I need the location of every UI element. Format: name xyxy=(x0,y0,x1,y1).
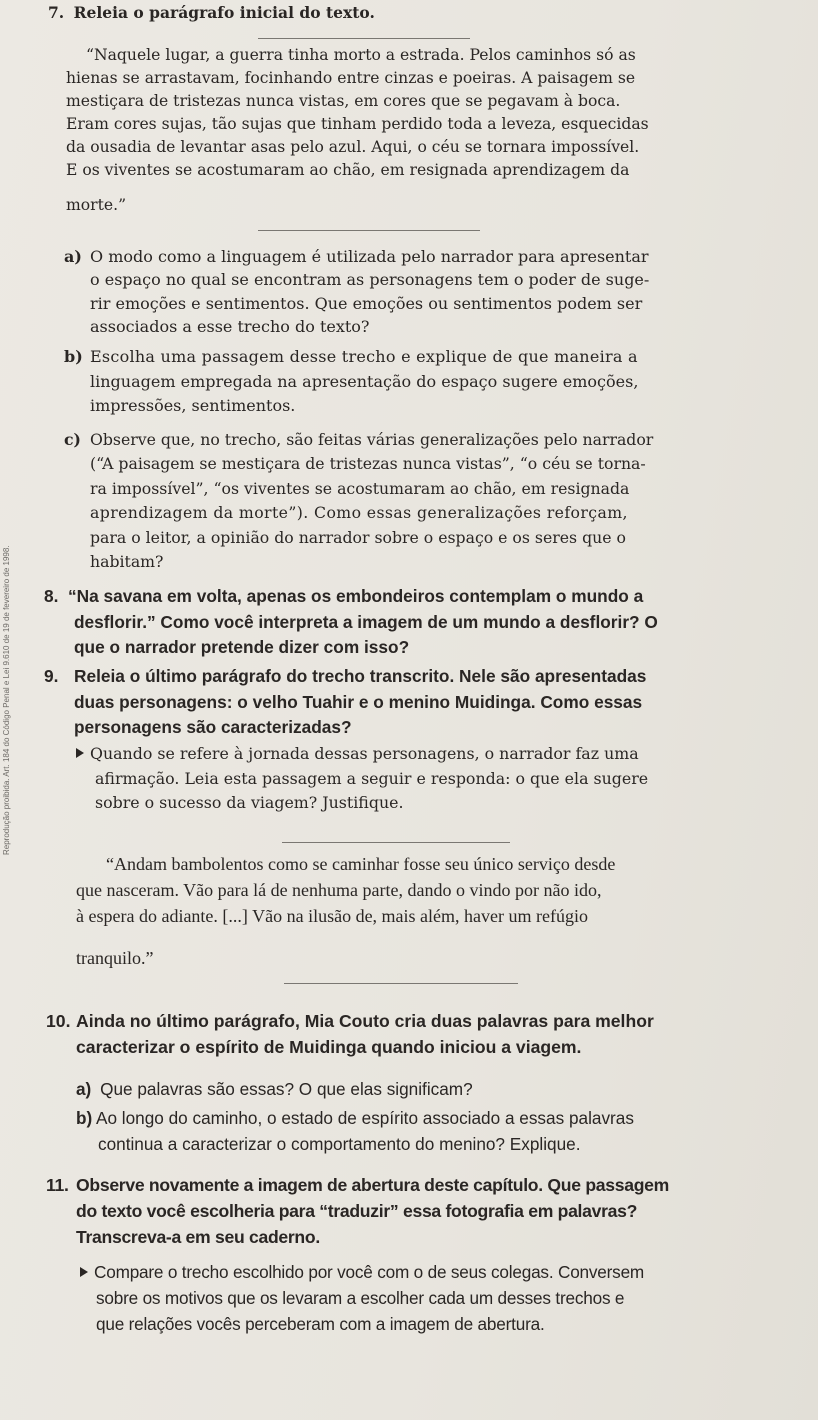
question-line: desflorir.” Como você interpreta a imagem de um mundo a desflorir? O xyxy=(74,611,658,632)
item-label: b) xyxy=(64,347,83,366)
item-line: ra impossível”, “os viventes se acostumaram ao chão, em resignada xyxy=(90,478,630,498)
question-7c xyxy=(64,428,782,574)
question-number: 9. xyxy=(44,666,59,686)
question-number: 10. xyxy=(46,1011,71,1031)
copyright-notice: Reprodução proibida. Art. 184 do Código Penal e Lei 9.610 de 19 de fevereiro de 1998. xyxy=(2,545,11,855)
question-10a xyxy=(76,1076,786,1102)
quote-line: à espera do adiante. [...] Vão na ilusão de, mais além, haver um refúgio xyxy=(76,906,588,926)
question-7b xyxy=(64,345,778,419)
question-line: caracterizar o espírito de Muidinga quando iniciou a viagem. xyxy=(76,1037,582,1057)
question-line: duas personagens: o velho Tuahir e o menino Muidinga. Como essas xyxy=(74,691,643,712)
quote-line: tranquilo.” xyxy=(76,948,154,968)
item-line: Ao longo do caminho, o estado de espírito associado a essas palavras xyxy=(96,1108,634,1128)
item-line: associados a esse trecho do texto? xyxy=(90,316,370,336)
question-7-heading xyxy=(48,3,375,23)
quote-line: morte.” xyxy=(66,196,127,214)
question-number: 7. xyxy=(48,3,65,22)
quote-line: Eram cores sujas, tão sujas que tinham perdido toda a leveza, esquecidas xyxy=(66,115,649,133)
triangle-bullet-icon xyxy=(80,1267,88,1277)
question-10b xyxy=(76,1105,788,1157)
item-line: sobre os motivos que os levaram a escolher cada um desses trechos e xyxy=(96,1288,625,1308)
item-label: a) xyxy=(64,247,82,266)
question-8 xyxy=(44,584,784,661)
item-line: para o leitor, a opinião do narrador sobre o espaço e os seres que o xyxy=(90,527,626,547)
triangle-bullet-icon xyxy=(76,748,84,758)
item-line: Observe que, no trecho, são feitas várias generalizações pelo narrador xyxy=(90,430,654,449)
question-line: personagens são caracterizadas? xyxy=(74,717,352,737)
item-line: (“A paisagem se mestiçara de tristezas nunca vistas”, “o céu se torna- xyxy=(90,454,646,474)
question-line: Observe novamente a imagem de abertura deste capítulo. Que passagem xyxy=(76,1175,669,1195)
item-line: O modo como a linguagem é utilizada pelo narrador para apresentar xyxy=(90,247,649,266)
question-line: que o narrador pretende dizer com isso? xyxy=(74,637,410,657)
question-line: Ainda no último parágrafo, Mia Couto cria duas palavras para melhor xyxy=(76,1011,654,1031)
quote-line: E os viventes se acostumaram ao chão, em resignada aprendizagem da xyxy=(66,161,630,179)
question-number: 8. xyxy=(44,586,59,606)
question-9 xyxy=(44,664,788,741)
quote-line: “Naquele lugar, a guerra tinha morto a estrada. Pelos caminhos só as xyxy=(86,46,636,64)
question-line: “Na savana em volta, apenas os embondeiros contemplam o mundo a xyxy=(68,586,644,606)
item-line: o espaço no qual se encontram as personagens tem o poder de suge- xyxy=(90,270,650,290)
item-label: b) xyxy=(76,1108,93,1128)
question-line: do texto você escolheria para “traduzir” essa fotografia em palavras? xyxy=(76,1201,638,1221)
divider xyxy=(258,38,470,39)
item-line: rir emoções e sentimentos. Que emoções ou sentimentos podem ser xyxy=(90,293,643,313)
question-11-subitem xyxy=(80,1259,792,1337)
item-line: Quando se refere à jornada dessas personagens, o narrador faz uma xyxy=(90,744,639,763)
question-10 xyxy=(46,1008,786,1060)
item-line: Compare o trecho escolhido por você com o de seus colegas. Conversem xyxy=(94,1262,645,1282)
question-11 xyxy=(46,1172,788,1250)
item-line: impressões, sentimentos. xyxy=(90,396,296,415)
divider xyxy=(282,842,510,843)
quote-line: que nasceram. Vão para lá de nenhuma parte, dando o vindo por não ido, xyxy=(76,880,602,900)
quote-line: mestiçara de tristezas nunca vistas, em cores que se pegavam à boca. xyxy=(66,92,621,110)
question-7a xyxy=(64,245,778,338)
item-line: Escolha uma passagem desse trecho e explique de que maneira a xyxy=(90,347,638,366)
item-line: habitam? xyxy=(90,552,164,572)
quote-line: hienas se arrastavam, focinhando entre cinzas e poeiras. A paisagem se xyxy=(66,69,636,87)
item-line: continua a caracterizar o comportamento do menino? Explique. xyxy=(98,1134,581,1154)
item-line: sobre o sucesso da viagem? Justifique. xyxy=(95,793,404,812)
item-line: linguagem empregada na apresentação do espaço sugere emoções, xyxy=(90,371,639,391)
question-9-subitem xyxy=(76,742,788,816)
quote-1 xyxy=(66,44,774,217)
item-line: afirmação. Leia esta passagem a seguir e responda: o que ela sugere xyxy=(95,768,649,788)
divider xyxy=(258,230,480,231)
item-line: que relações vocês perceberam com a imagem de abertura. xyxy=(96,1314,545,1334)
item-line: aprendizagem da morte”). Como essas generalizações reforçam, xyxy=(90,503,628,523)
question-line: Transcreva-a em seu caderno. xyxy=(76,1227,320,1247)
item-label: a) xyxy=(76,1079,92,1099)
item-line: Que palavras são essas? O que elas significam? xyxy=(100,1079,473,1099)
question-title: Releia o parágrafo inicial do texto. xyxy=(73,3,375,22)
item-label: c) xyxy=(64,430,81,449)
quote-2 xyxy=(76,851,788,971)
quote-line: da ousadia de levantar asas pelo azul. Aqui, o céu se tornara impossível. xyxy=(66,138,640,156)
divider xyxy=(284,983,518,984)
quote-line: “Andam bambolentos como se caminhar fosse seu único serviço desde xyxy=(106,854,616,874)
question-number: 11. xyxy=(46,1175,69,1195)
question-line: Releia o último parágrafo do trecho transcrito. Nele são apresentadas xyxy=(74,666,647,686)
